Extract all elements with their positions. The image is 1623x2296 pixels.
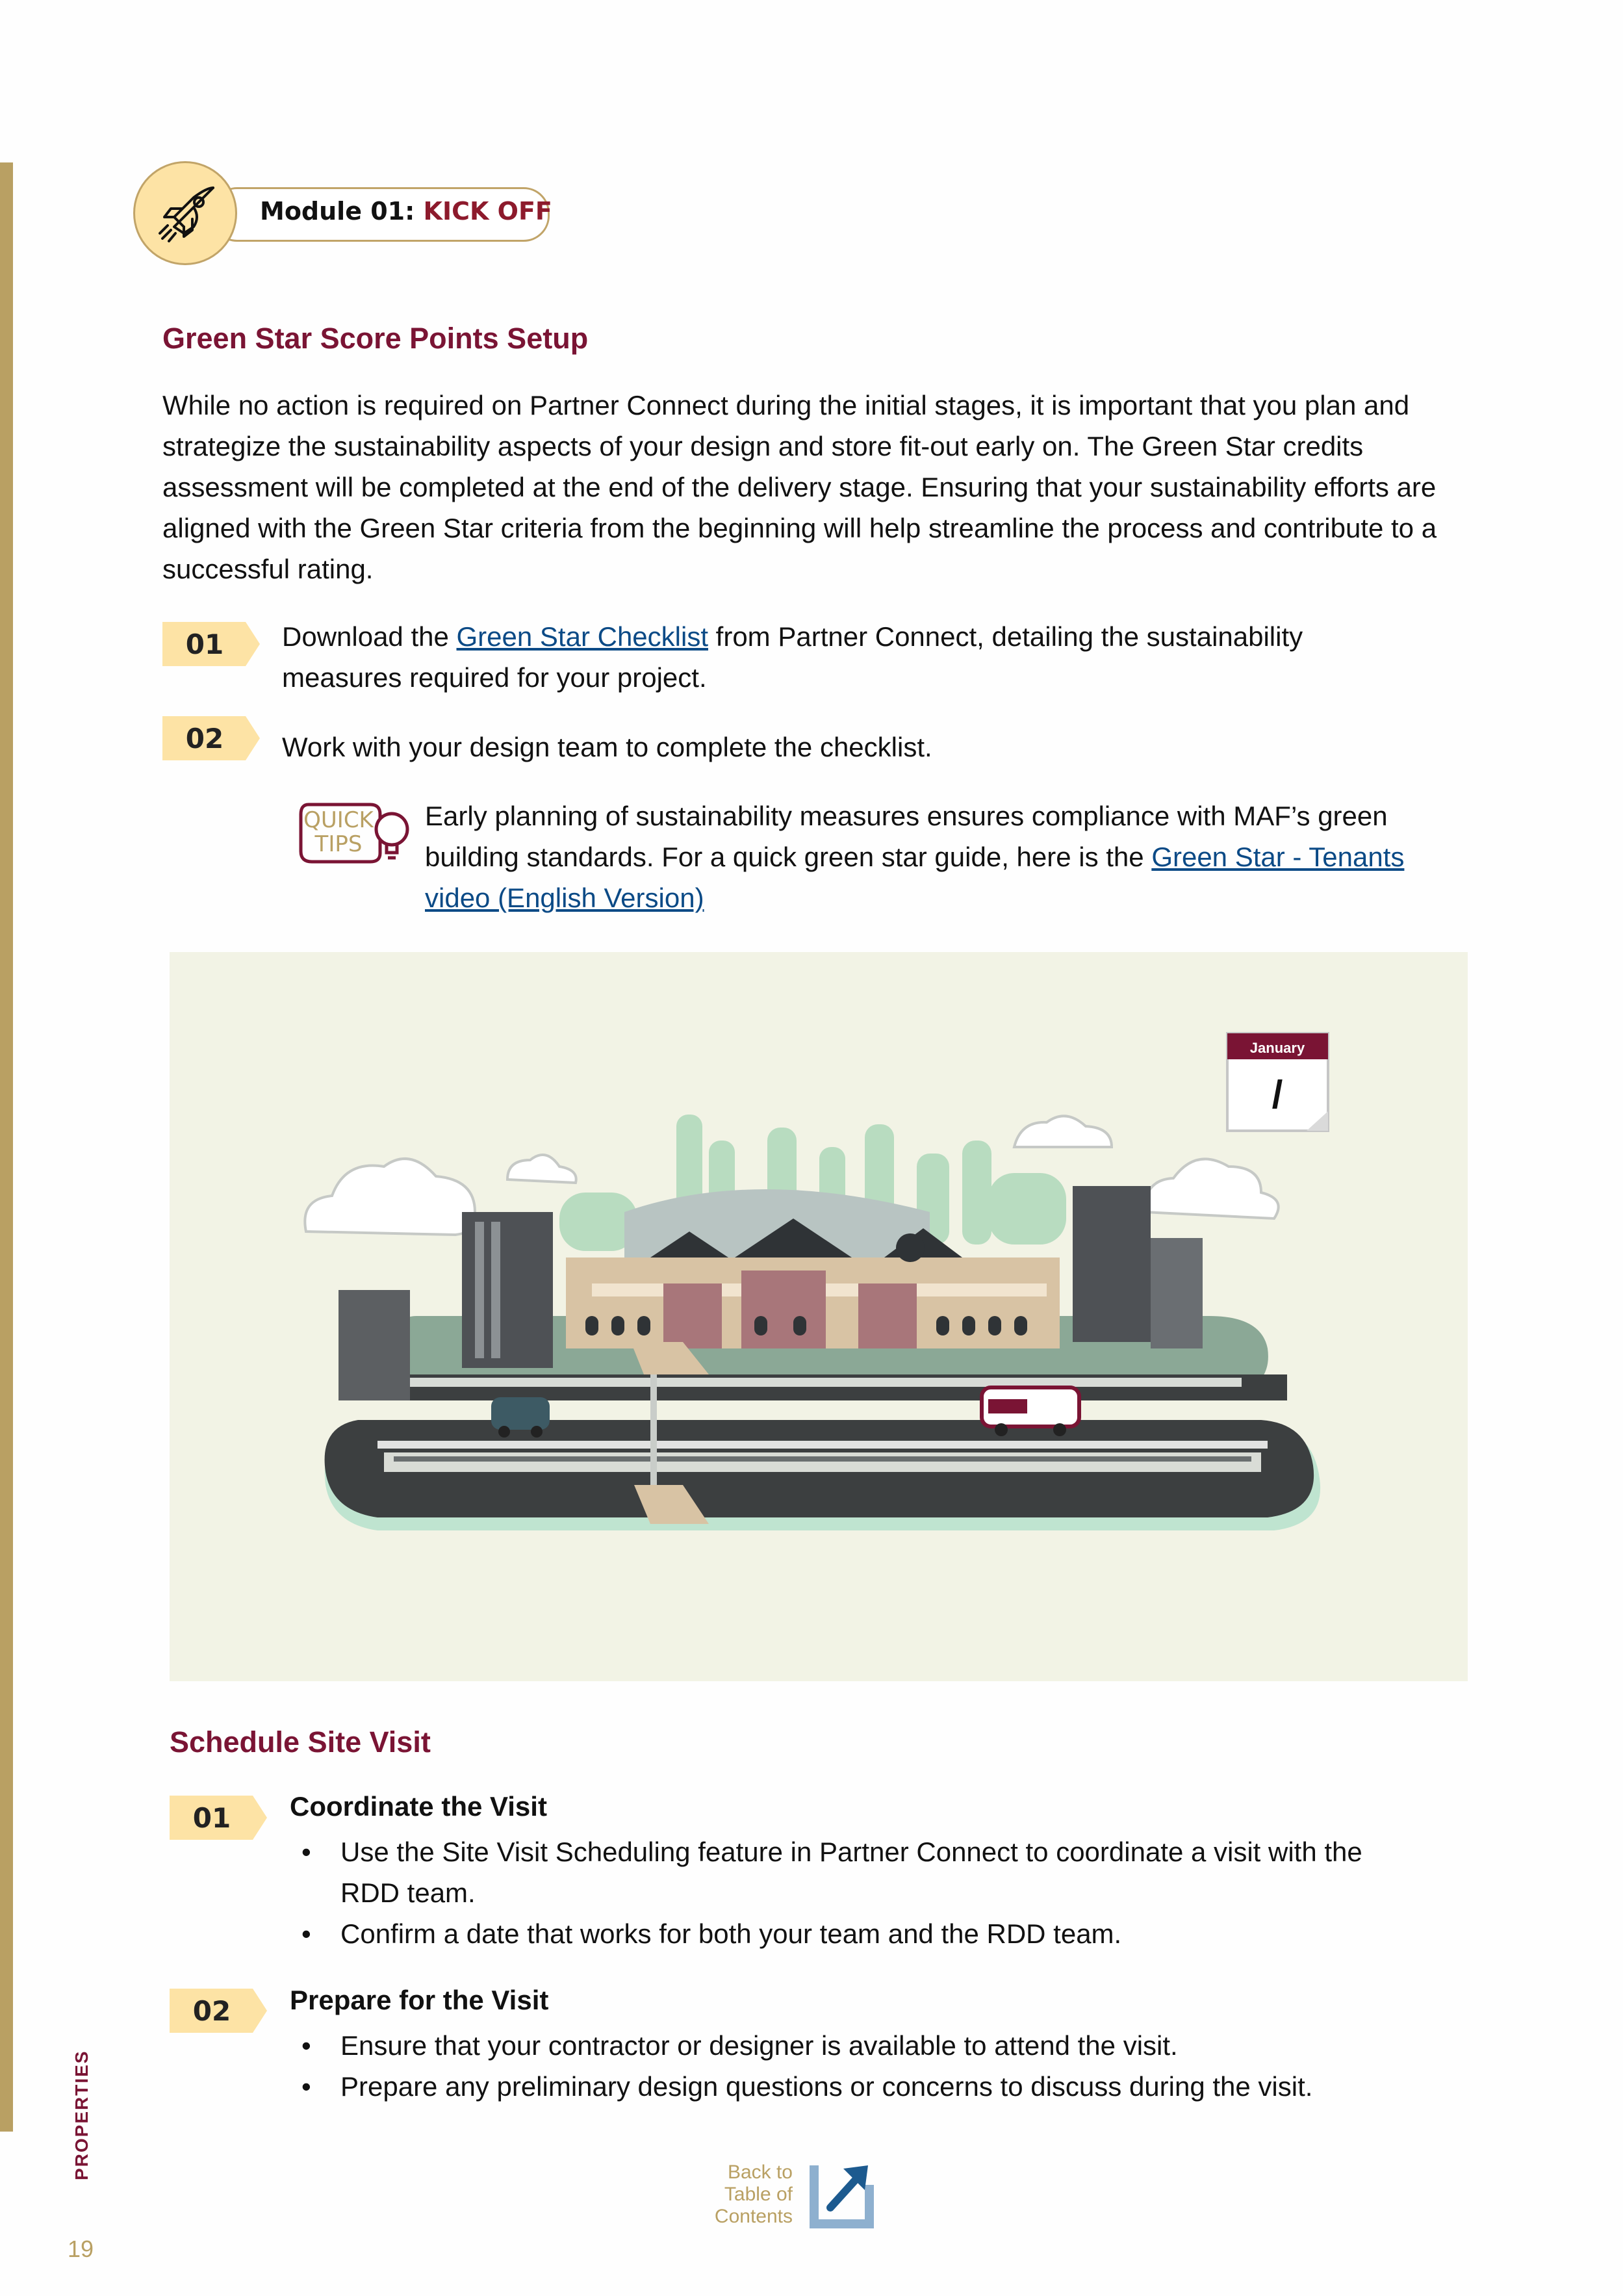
green-star-checklist-link[interactable]: Green Star Checklist: [456, 621, 708, 652]
step-tag-visit-02: [170, 1989, 267, 2033]
quick-tips-label-2: TIPS: [314, 831, 363, 857]
back-toc-line: Table of: [724, 2184, 793, 2205]
step-title-coordinate: Coordinate the Visit: [290, 1791, 547, 1822]
green-star-video-link[interactable]: Green Star - Tenants video (English Version): [425, 842, 1405, 913]
section-title-green-star: Green Star Score Points Setup: [162, 322, 589, 355]
calendar-day: /: [1272, 1073, 1283, 1116]
page-number: 19: [68, 2236, 94, 2262]
step-tag-visit-01: [170, 1796, 267, 1840]
list-item: • Prepare any preliminary design questions or concerns to discuss during the visit.: [290, 2066, 1446, 2107]
side-accent-bar: [0, 162, 13, 2132]
city-illustration-art: [170, 952, 1468, 1681]
section-title-site-visit: Schedule Site Visit: [170, 1725, 431, 1759]
step-text-after: from Partner Connect, detailing the sustainability measures required for your project.: [282, 621, 1303, 693]
tip-body: Early planning of sustainability measures ensures compliance with MAF’s green building standards. For a quick green star guide, here is the: [425, 801, 1388, 872]
module-badge: [133, 161, 552, 265]
calendar-icon: [1227, 1033, 1328, 1131]
step-text-before: Download the: [282, 621, 457, 652]
coordinate-bullets: [290, 1831, 1407, 1954]
step-tag-02: [162, 716, 260, 760]
city-illustration: [170, 952, 1468, 1681]
step-tag-01: [162, 622, 260, 666]
list-item: • Ensure that your contractor or designer is available to attend the visit.: [290, 2025, 1446, 2066]
back-to-toc-label: [708, 2161, 793, 2228]
step-text-02: Work with your design team to complete the checklist.: [282, 732, 932, 762]
quick-tips-text: [425, 795, 1412, 918]
back-toc-line: Back to: [727, 2161, 793, 2183]
rocket-icon: [155, 181, 220, 246]
back-toc-line: Contents: [714, 2206, 793, 2227]
module-badge-prefix: Module 01:: [260, 197, 424, 226]
back-arrow-icon: [804, 2159, 876, 2230]
step-text-01: [282, 616, 1387, 698]
quick-tips-icon: [296, 798, 413, 870]
module-badge-text: [260, 197, 552, 226]
step-number: 01: [192, 1802, 231, 1834]
module-badge-circle: [133, 161, 237, 265]
intro-paragraph: While no action is required on Partner Connect during the initial stages, it is important that you plan and strategize the sustainability aspects of your design and store fit-out early on. The Green Star credits assessment will be completed at the end of the delivery stage. Ensuring that your sustainability efforts are aligned with the Green Star criteria from the beginning will help streamline the process and contribute to a successful rating.: [162, 390, 1437, 584]
list-item: • Use the Site Visit Scheduling feature in Partner Connect to coordinate a visit with the RDD team.: [290, 1831, 1407, 1913]
step-title-prepare: Prepare for the Visit: [290, 1985, 549, 2015]
list-item: • Confirm a date that works for both your team and the RDD team.: [290, 1913, 1407, 1954]
step-number: 02: [185, 723, 224, 755]
step-number: 01: [185, 628, 224, 660]
prepare-bullets: [290, 2025, 1446, 2107]
side-label: PROPERTIES: [71, 2050, 92, 2180]
step-number: 02: [192, 1995, 231, 2027]
back-to-toc-button[interactable]: [708, 2159, 877, 2230]
calendar-month: January: [1249, 1040, 1305, 1056]
quick-tips-label-1: QUICK: [303, 807, 374, 833]
module-badge-highlight: KICK OFF: [423, 197, 552, 226]
